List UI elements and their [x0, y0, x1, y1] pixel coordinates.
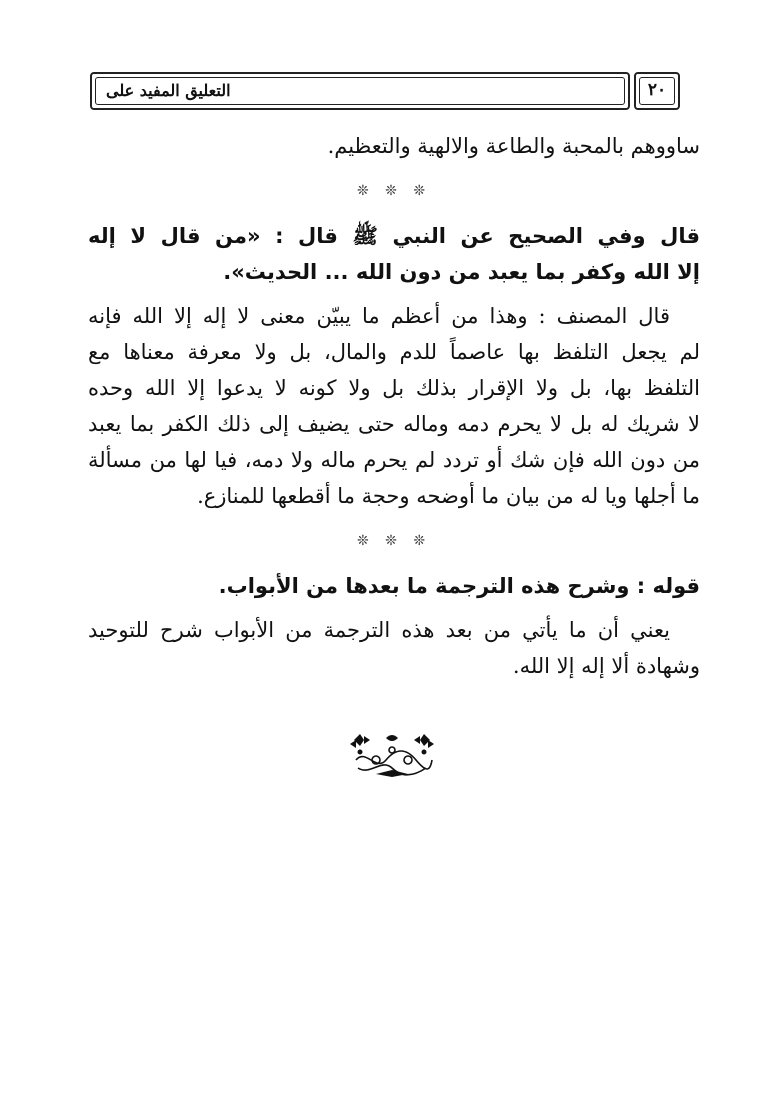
- body-line: ساووهم بالمحبة والطاعة والالهية والتعظيم.: [327, 134, 700, 158]
- quote-line: قال وفي الصحيح عن النبي ﷺ قال : «من قال لا إله: [88, 224, 700, 248]
- quote-block: [88, 218, 700, 290]
- paragraph-line: لم يجعل التلفظ بها عاصماً للدم والمال، بل ولا معرفة معناها مع: [88, 340, 700, 364]
- section-separator: ❊ ❊ ❊: [356, 183, 432, 199]
- section-separator: ❊ ❊ ❊: [356, 533, 432, 549]
- paragraph-line: لا شريك له بل لا يحرم دمه وماله حتى يضيف إلى ذلك الكفر بما يعبد: [88, 412, 700, 436]
- section-heading: قوله : وشرح هذه الترجمة ما بعدها من الأبواب.: [218, 574, 700, 598]
- page-body: [88, 128, 700, 684]
- running-title: التعليق المفيد على: [106, 81, 231, 100]
- floral-ornament-icon: [346, 730, 438, 778]
- page-number-frame: [634, 72, 680, 110]
- running-title-frame: [90, 72, 630, 110]
- paragraph-line: التلفظ بها، بل ولا الإقرار بذلك بل ولا كونه لا يدعوا إلا الله وحده: [88, 376, 700, 400]
- paragraph-line: ما أجلها ويا له من بيان ما أوضحه وحجة ما أقطعها للمنازع.: [197, 484, 700, 508]
- quote-line: إلا الله وكفر بما يعبد من دون الله ... الحديث».: [223, 260, 700, 284]
- paragraph-line: وشهادة ألا إله إلا الله.: [512, 654, 700, 678]
- explanation-paragraph: [88, 612, 700, 684]
- paragraph-line: من دون الله فإن شك أو تردد لم يحرم ماله ولا دمه، فيا لها من مسألة: [88, 448, 700, 472]
- page-number: ٢٠: [647, 80, 667, 100]
- page-header: [90, 72, 680, 112]
- paragraph-line: قال المصنف : وهذا من أعظم ما يبيّن معنى لا إله إلا الله فإنه: [88, 304, 670, 328]
- paragraph-line: يعني أن ما يأتي من بعد هذه الترجمة من الأبواب شرح للتوحيد: [88, 618, 670, 642]
- commentary-paragraph: [88, 298, 700, 514]
